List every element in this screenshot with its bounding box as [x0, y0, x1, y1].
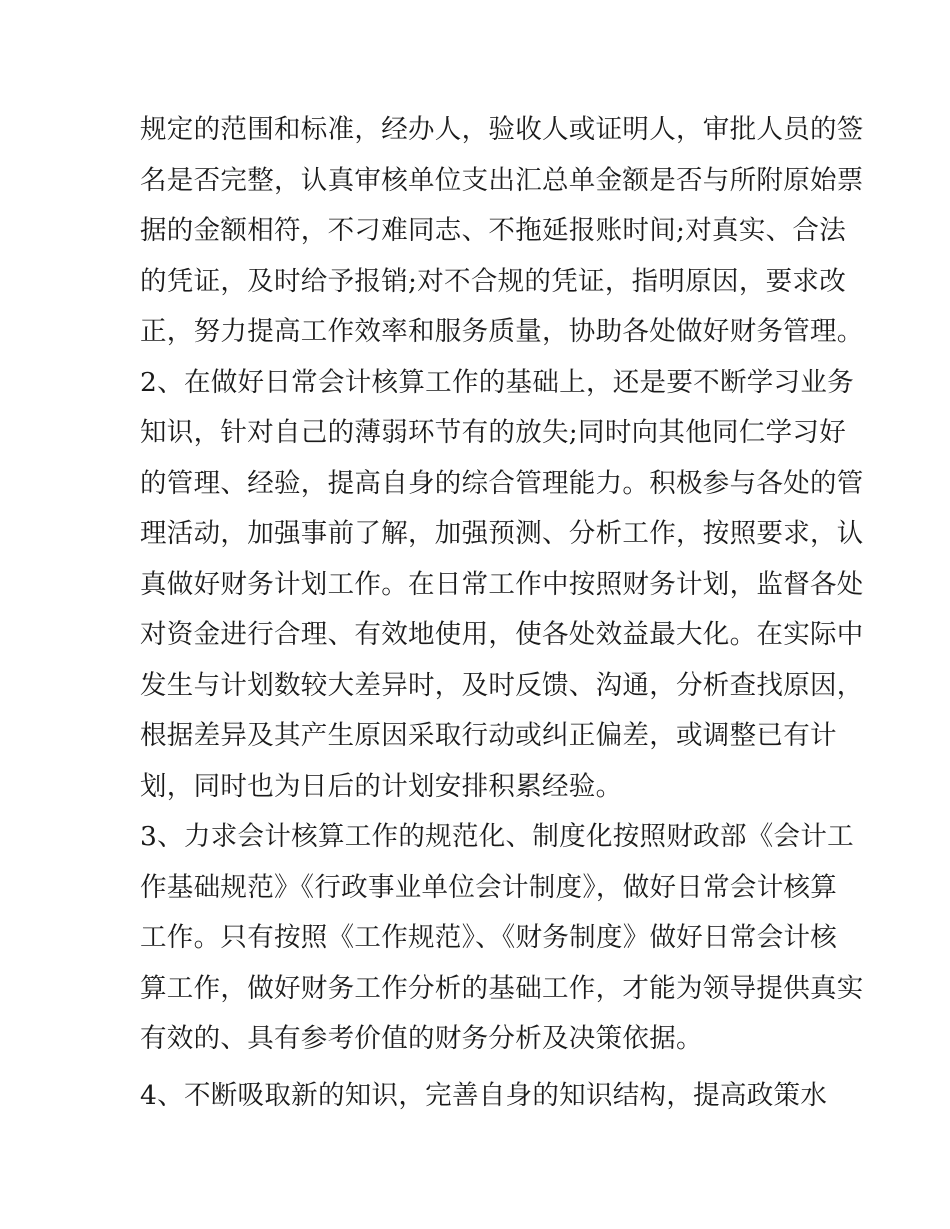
text-line: 工作。只有按照《工作规范》、《财务制度》做好日常会计核 — [140, 922, 838, 953]
text-line: 发生与计划数较大差异时，及时反馈、沟通，分析查找原因， — [140, 669, 864, 701]
text-line: 理活动，加强事前了解，加强预测、分析工作，按照要求，认 — [140, 518, 864, 549]
text-line: 正，努力提高工作效率和服务质量，协助各处做好财务管理。 — [140, 316, 864, 347]
document-body — [140, 105, 864, 1121]
text-line: 4、不断吸取新的知识，完善自身的知识结构，提高政策水 — [140, 1079, 828, 1111]
text-line: 名是否完整，认真审核单位支出汇总单金额是否与所附原始票 — [140, 164, 864, 196]
text-line: 3、力求会计核算工作的规范化、制度化按照财政部《会计工 — [140, 821, 854, 852]
text-line: 有效的、具有参考价值的财务分析及决策依据。 — [140, 1023, 703, 1054]
text-line: 的管理、经验，提高自身的综合管理能力。积极参与各处的管 — [140, 467, 864, 499]
text-line: 的凭证，及时给予报销;对不合规的凭证，指明原因，要求改 — [140, 265, 847, 297]
text-line: 对资金进行合理、有效地使用，使各处效益最大化。在实际中 — [140, 619, 864, 650]
text-line: 2、在做好日常会计核算工作的基础上，还是要不断学习业务 — [140, 366, 854, 398]
text-line: 作基础规范》《行政事业单位会计制度》，做好日常会计核算 — [140, 871, 838, 903]
text-line: 根据差异及其产生原因采取行动或纠正偏差，或调整已有计 — [140, 720, 837, 751]
text-line: 算工作，做好财务工作分析的基础工作，才能为领导提供真实 — [140, 972, 864, 1004]
text-line: 真做好财务计划工作。在日常工作中按照财务计划，监督各处 — [140, 568, 864, 600]
text-line: 规定的范围和标准，经办人，验收人或证明人，审批人员的签 — [140, 114, 864, 145]
text-line: 据的金额相符，不刁难同志、不拖延报账时间;对真实、合法 — [140, 215, 847, 246]
text-line: 划，同时也为日后的计划安排积累经验。 — [140, 770, 623, 802]
text-line: 知识，针对自己的薄弱环节有的放失;同时向其他同仁学习好 — [140, 417, 847, 448]
